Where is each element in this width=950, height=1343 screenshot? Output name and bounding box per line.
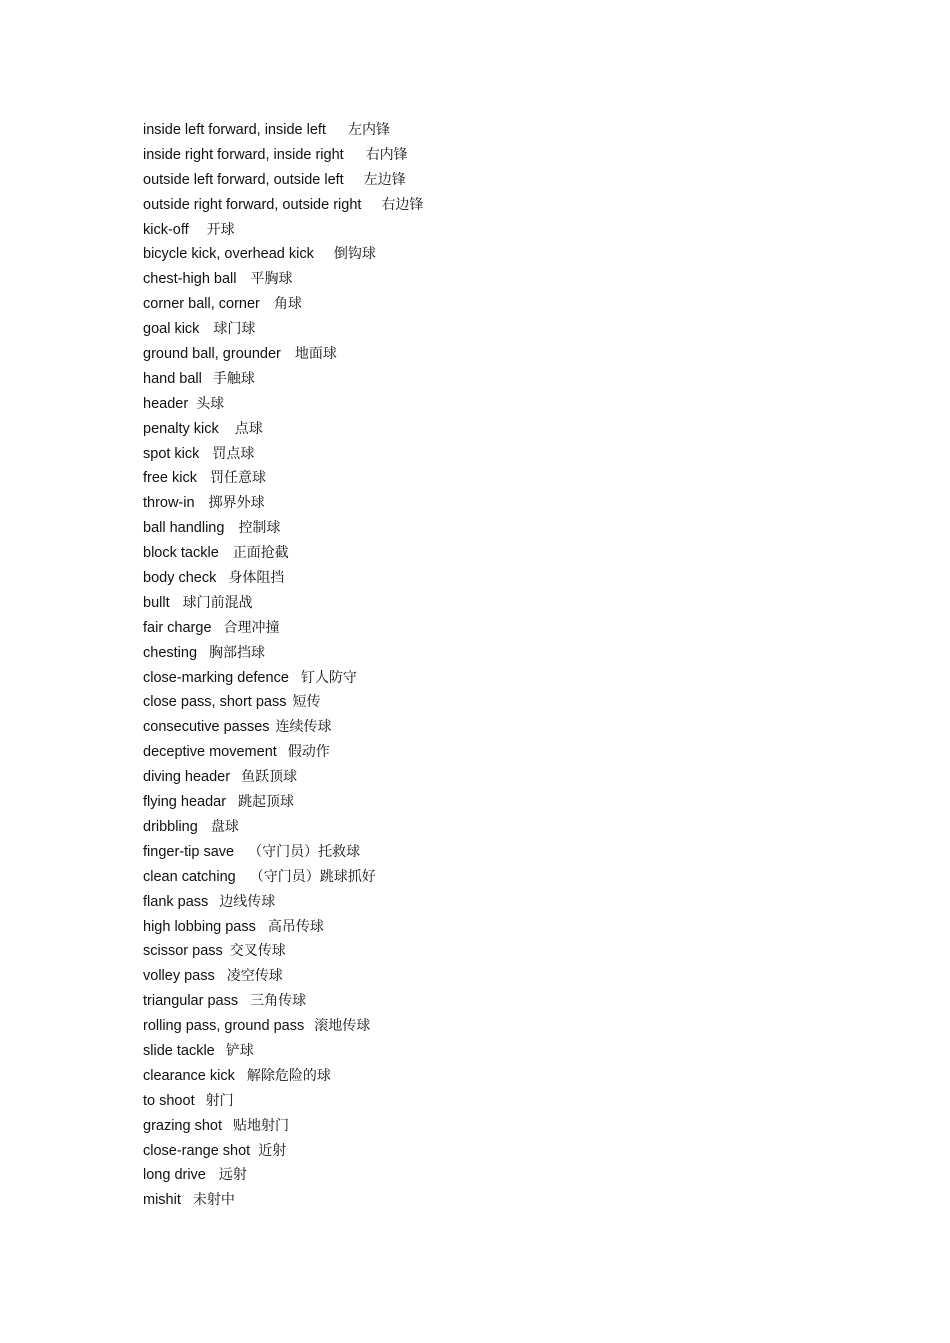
term-chinese: 跳起顶球 xyxy=(238,794,295,811)
glossary-entry xyxy=(143,143,423,168)
term-chinese: （守门员）托救球 xyxy=(248,843,361,860)
term-chinese: 球门前混战 xyxy=(182,594,253,611)
glossary-entry xyxy=(143,591,423,616)
glossary-entry xyxy=(143,466,423,491)
term-english: deceptive movement xyxy=(143,744,277,761)
glossary-entry xyxy=(143,417,423,442)
glossary-entry xyxy=(143,815,423,840)
term-english: rolling pass, ground pass xyxy=(143,1018,305,1035)
term-english: slide tackle xyxy=(143,1042,215,1059)
term-english: flying headar xyxy=(143,794,227,811)
term-chinese: 鱼跃顶球 xyxy=(241,769,298,786)
term-chinese: 贴地射门 xyxy=(233,1117,289,1134)
glossary-entry xyxy=(143,641,423,666)
term-chinese: 钉人防守 xyxy=(300,669,357,686)
term-chinese: 合理冲撞 xyxy=(223,619,280,636)
term-english: mishit xyxy=(143,1192,181,1209)
term-english: chesting xyxy=(143,644,198,661)
glossary-entry xyxy=(143,1114,423,1139)
glossary-entry xyxy=(143,168,423,193)
term-english: close-range shot xyxy=(143,1142,251,1159)
term-chinese: 右内锋 xyxy=(365,146,408,163)
glossary-entry xyxy=(143,616,423,641)
glossary-entry xyxy=(143,442,423,467)
glossary-entry xyxy=(143,964,423,989)
term-english: volley pass xyxy=(143,968,215,985)
term-english: ground ball, grounder xyxy=(143,346,281,363)
term-chinese: 平胸球 xyxy=(250,271,293,288)
term-chinese: （守门员）跳球抓好 xyxy=(249,868,376,885)
term-chinese: 地面球 xyxy=(294,346,337,363)
term-chinese: 假动作 xyxy=(287,744,330,761)
glossary-entry xyxy=(143,1064,423,1089)
term-chinese: 右边锋 xyxy=(381,196,424,213)
term-chinese: 正面抢截 xyxy=(232,545,289,562)
term-english: scissor pass xyxy=(143,943,223,960)
glossary-entry xyxy=(143,1039,423,1064)
glossary-entry xyxy=(143,915,423,940)
term-english: goal kick xyxy=(143,321,200,338)
glossary-entry xyxy=(143,1163,423,1188)
glossary-entry xyxy=(143,790,423,815)
term-english: outside right forward, outside right xyxy=(143,196,362,213)
term-english: spot kick xyxy=(143,445,200,462)
glossary-entry xyxy=(143,317,423,342)
glossary-entry xyxy=(143,193,423,218)
glossary-entry xyxy=(143,218,423,243)
term-chinese: 球门球 xyxy=(213,321,256,338)
term-chinese: 边线传球 xyxy=(219,893,276,910)
term-english: flank pass xyxy=(143,893,209,910)
term-chinese: 角球 xyxy=(273,296,302,313)
term-chinese: 凌空传球 xyxy=(226,968,283,985)
term-chinese: 胸部挡球 xyxy=(209,644,266,661)
term-english: free kick xyxy=(143,470,197,487)
term-chinese: 手触球 xyxy=(212,370,255,387)
term-chinese: 远射 xyxy=(218,1167,247,1184)
term-english: throw-in xyxy=(143,495,195,512)
term-chinese: 射门 xyxy=(205,1092,234,1109)
term-chinese: 连续传球 xyxy=(275,719,332,736)
term-english: clearance kick xyxy=(143,1067,235,1084)
term-chinese: 高吊传球 xyxy=(267,918,324,935)
glossary-entry xyxy=(143,1188,423,1213)
term-english: header xyxy=(143,395,189,412)
term-chinese: 三角传球 xyxy=(250,993,307,1010)
term-english: long drive xyxy=(143,1167,206,1184)
term-chinese: 掷界外球 xyxy=(208,495,265,512)
term-english: body check xyxy=(143,570,217,587)
term-chinese: 解除危险的球 xyxy=(246,1067,331,1084)
term-chinese: 开球 xyxy=(206,221,235,238)
glossary-entry xyxy=(143,989,423,1014)
glossary-entry xyxy=(143,541,423,566)
term-chinese: 交叉传球 xyxy=(229,943,286,960)
glossary-list xyxy=(143,118,423,1213)
glossary-entry xyxy=(143,939,423,964)
term-chinese: 滚地传球 xyxy=(314,1018,371,1035)
term-english: finger-tip save xyxy=(143,843,235,860)
glossary-entry xyxy=(143,1089,423,1114)
glossary-entry xyxy=(143,740,423,765)
term-english: chest-high ball xyxy=(143,271,237,288)
glossary-entry xyxy=(143,890,423,915)
term-chinese: 罚点球 xyxy=(212,445,255,462)
glossary-entry xyxy=(143,242,423,267)
glossary-entry xyxy=(143,840,423,865)
term-english: hand ball xyxy=(143,370,202,387)
term-chinese: 罚任意球 xyxy=(210,470,266,487)
term-chinese: 盘球 xyxy=(210,818,239,835)
term-english: dribbling xyxy=(143,818,198,835)
term-english: diving header xyxy=(143,769,231,786)
glossary-entry xyxy=(143,666,423,691)
term-english: bullt xyxy=(143,594,170,611)
term-chinese: 倒钩球 xyxy=(333,246,376,263)
term-chinese: 未射中 xyxy=(192,1192,235,1209)
term-english: consecutive passes xyxy=(143,719,270,736)
term-chinese: 短传 xyxy=(292,694,321,711)
term-chinese: 左内锋 xyxy=(347,122,390,138)
term-english: inside left forward, inside left xyxy=(143,122,326,138)
term-english: penalty kick xyxy=(143,420,219,437)
term-english: close-marking defence xyxy=(143,669,289,686)
glossary-entry xyxy=(143,516,423,541)
term-chinese: 控制球 xyxy=(238,520,281,537)
term-english: inside right forward, inside right xyxy=(143,146,344,163)
term-chinese: 头球 xyxy=(196,395,225,412)
term-english: bicycle kick, overhead kick xyxy=(143,246,314,263)
glossary-entry xyxy=(143,1014,423,1039)
term-english: kick-off xyxy=(143,221,189,238)
term-english: grazing shot xyxy=(143,1117,222,1134)
term-english: high lobbing pass xyxy=(143,918,256,935)
term-english: close pass, short pass xyxy=(143,694,287,711)
term-chinese: 身体阻挡 xyxy=(228,570,285,587)
glossary-entry xyxy=(143,865,423,890)
glossary-entry xyxy=(143,690,423,715)
glossary-entry xyxy=(143,1139,423,1164)
term-chinese: 铲球 xyxy=(225,1042,254,1059)
term-chinese: 左边锋 xyxy=(363,171,406,188)
glossary-entry xyxy=(143,491,423,516)
term-chinese: 近射 xyxy=(258,1142,287,1159)
term-english: corner ball, corner xyxy=(143,296,260,313)
term-chinese: 点球 xyxy=(234,420,263,437)
term-english: clean catching xyxy=(143,868,236,885)
glossary-entry xyxy=(143,292,423,317)
glossary-entry xyxy=(143,765,423,790)
glossary-entry xyxy=(143,118,423,143)
glossary-entry xyxy=(143,715,423,740)
term-english: outside left forward, outside left xyxy=(143,171,344,188)
term-english: fair charge xyxy=(143,619,212,636)
glossary-entry xyxy=(143,342,423,367)
glossary-entry xyxy=(143,367,423,392)
term-english: block tackle xyxy=(143,545,219,562)
term-english: triangular pass xyxy=(143,993,239,1010)
term-english: to shoot xyxy=(143,1092,195,1109)
term-english: ball handling xyxy=(143,520,225,537)
glossary-entry xyxy=(143,392,423,417)
glossary-entry xyxy=(143,267,423,292)
glossary-entry xyxy=(143,566,423,591)
